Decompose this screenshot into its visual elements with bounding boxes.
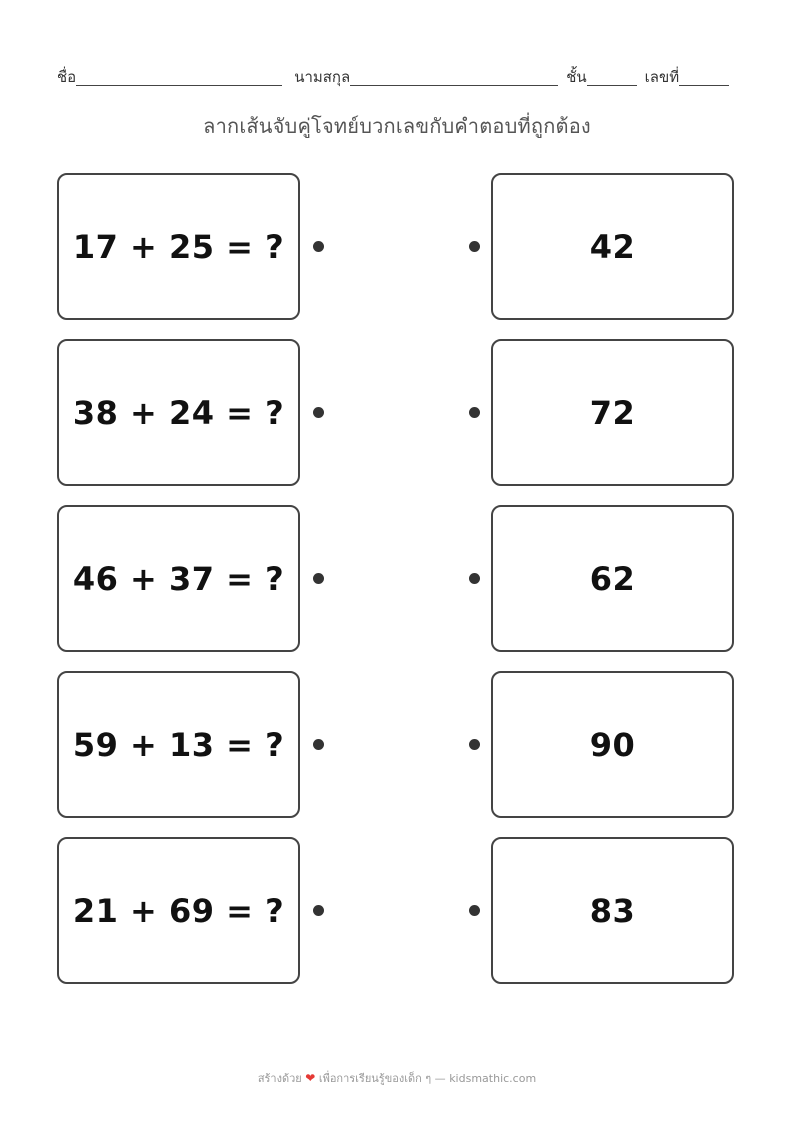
answer-text: 83 [589, 891, 636, 930]
question-connector-dot[interactable] [313, 905, 324, 916]
answer-card [491, 837, 734, 984]
question-text: 38 + 24 = ? [72, 393, 285, 432]
question-text: 59 + 13 = ? [72, 725, 285, 764]
footer-made-with: สร้างด้วย [257, 1072, 302, 1085]
question-connector-dot[interactable] [313, 573, 324, 584]
footer [0, 1069, 794, 1087]
answer-text: 62 [589, 559, 636, 598]
footer-site-link[interactable]: kidsmathic.com [449, 1072, 537, 1085]
question-text: 46 + 37 = ? [72, 559, 285, 598]
student-info-row [57, 64, 747, 86]
answer-connector-dot[interactable] [469, 241, 480, 252]
number-label: เลขที่ [644, 68, 680, 86]
answer-text: 90 [589, 725, 636, 764]
class-label: ชั้น [566, 68, 587, 86]
class-field-line[interactable] [587, 68, 637, 86]
question-connector-dot[interactable] [313, 739, 324, 750]
question-text: 21 + 69 = ? [72, 891, 285, 930]
name-field-line[interactable] [76, 68, 282, 86]
answer-text: 42 [589, 227, 636, 266]
surname-label: นามสกุล [294, 68, 351, 86]
answer-card [491, 173, 734, 320]
answer-connector-dot[interactable] [469, 407, 480, 418]
instructions-text: ลากเส้นจับคู่โจทย์บวกเลขกับคำตอบที่ถูกต้อง [203, 114, 591, 138]
answer-connector-dot[interactable] [469, 905, 480, 916]
footer-for-kids: เพื่อการเรียนรู้ของเด็ก ๆ — [318, 1072, 446, 1085]
question-card [57, 671, 300, 818]
heart-icon: ❤ [305, 1071, 316, 1085]
answer-card [491, 339, 734, 486]
question-card [57, 837, 300, 984]
answer-text: 72 [589, 393, 636, 432]
question-card [57, 173, 300, 320]
question-connector-dot[interactable] [313, 407, 324, 418]
question-text: 17 + 25 = ? [72, 227, 285, 266]
question-connector-dot[interactable] [313, 241, 324, 252]
question-card [57, 339, 300, 486]
number-field-line[interactable] [679, 68, 729, 86]
question-card [57, 505, 300, 652]
answer-card [491, 671, 734, 818]
answer-card [491, 505, 734, 652]
answer-connector-dot[interactable] [469, 573, 480, 584]
surname-field-line[interactable] [350, 68, 558, 86]
answer-connector-dot[interactable] [469, 739, 480, 750]
name-label: ชื่อ [57, 68, 77, 86]
